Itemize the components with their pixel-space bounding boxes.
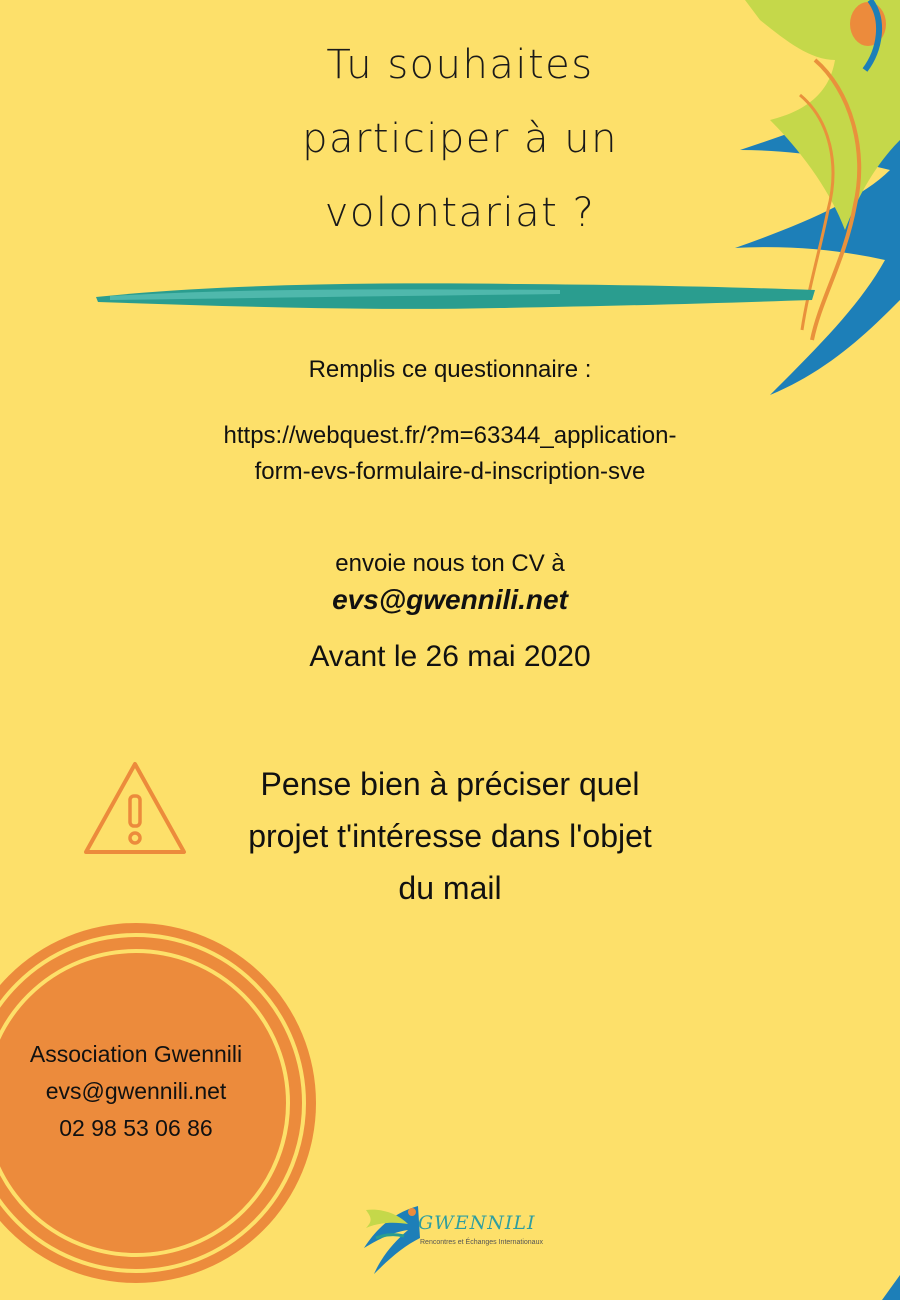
- contact-block: [0, 1036, 272, 1147]
- contact-phone: 02 98 53 06 86: [59, 1115, 213, 1141]
- title-line-1: Tu souhaites: [326, 42, 594, 88]
- poster-title: [250, 28, 670, 250]
- questionnaire-instruction: Remplis ce questionnaire :: [308, 356, 592, 383]
- contact-email[interactable]: evs@gwennili.net: [45, 1078, 227, 1104]
- warning-line-1: Pense bien à préciser quel: [260, 766, 640, 802]
- gwennili-logo-icon: [356, 1198, 428, 1278]
- warning-message: [200, 758, 700, 914]
- title-line-3: volontariat ?: [324, 190, 596, 236]
- form-link-line-2[interactable]: form-evs-formulaire-d-inscription-sve: [254, 458, 646, 485]
- email-address[interactable]: evs@gwennili.net: [332, 584, 568, 615]
- form-link[interactable]: [0, 418, 900, 490]
- title-line-2: participer à un: [302, 116, 618, 162]
- logo-tagline: Rencontres et Échanges Internationaux: [420, 1239, 543, 1246]
- warning-line-2: projet t'intéresse dans l'objet: [248, 818, 652, 854]
- warning-line-3: du mail: [398, 870, 502, 906]
- send-cv-text: envoie nous ton CV à: [335, 550, 565, 577]
- contact-name: Association Gwennili: [29, 1041, 243, 1067]
- deadline-text: Avant le 26 mai 2020: [309, 640, 591, 673]
- warning-icon: [80, 758, 190, 858]
- logo-name: GWENNILI: [418, 1212, 536, 1234]
- form-link-line-1[interactable]: https://webquest.fr/?m=63344_application-: [223, 422, 677, 449]
